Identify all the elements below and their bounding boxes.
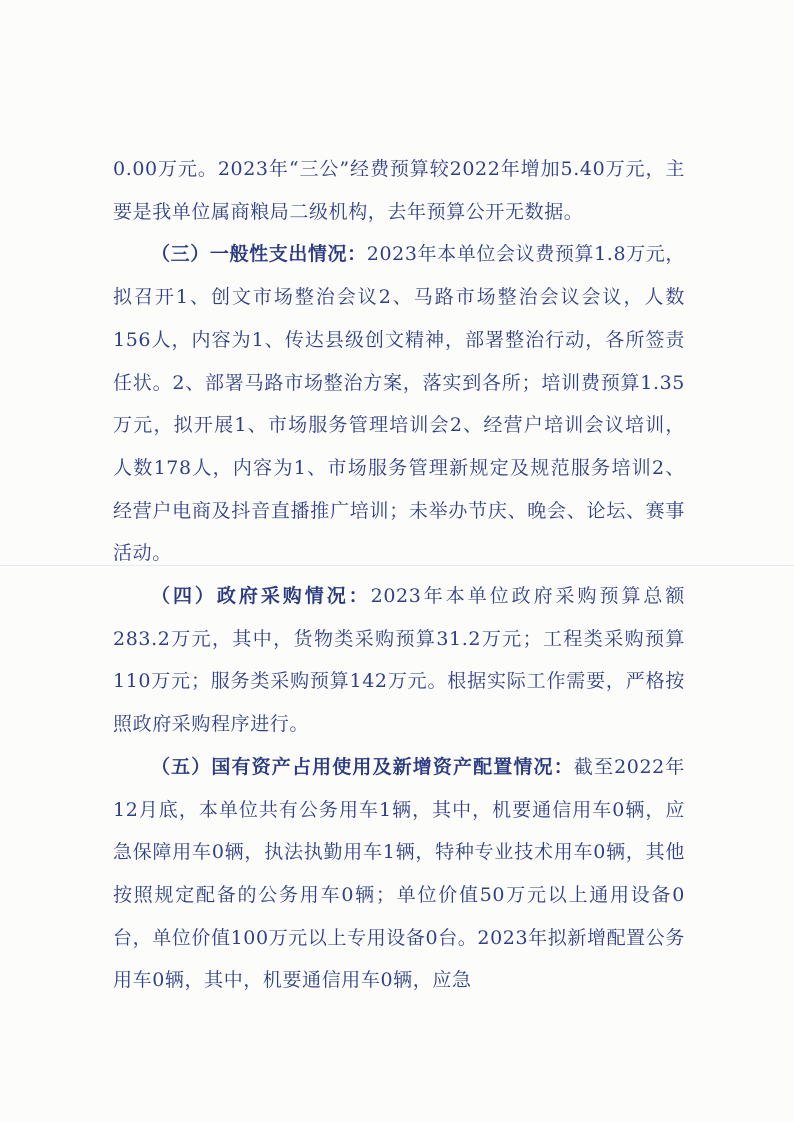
paragraph-text: 截至2022年12月底，本单位共有公务用车1辆，其中，机要通信用车0辆，应急保障用车0辆，执法执勤用车1辆，特种专业技术用车0辆，其他按照规定配备的公务用车0辆；单位价值50万元以上通用设备0台，单位价值100万元以上专用设备0台。2023年拟新增配置公务用车0辆，其中，机要通信用车0辆，应急 [113,755,685,992]
paragraph-text: 2023年本单位政府采购预算总额283.2万元，其中，货物类采购预算31.2万元；工程类采购预算110万元；服务类采购预算142万元。根据实际工作需要，严格按照政府采购程序进行。 [113,585,685,736]
paragraph-state-assets [113,746,685,1002]
paragraph-government-procurement [113,575,685,746]
section-heading-government-procurement: （四）政府采购情况： [151,585,371,608]
paragraph-three-public-expenses [113,148,685,233]
paragraph-text: 0.00万元。2023年“三公”经费预算较2022年增加5.40万元，主要是我单位属商粮局二级机构，去年预算公开无数据。 [113,158,685,223]
paragraph-text: 2023年本单位会议费预算1.8万元，拟召开1、创文市场整治会议2、马路市场整治会议会议，人数156人，内容为1、传达县级创文精神，部署整治行动，各所签责任状。2、部署马路市场整治方案，落实到各所；培训费预算1.35万元，拟开展1、市场服务管理培训会2、经营户培训会议培训，人数178人，内容为1、市场服务管理新规定及规范服务培训2、经营户电商及抖音直播推广培训；未举办节庆、晚会、论坛、赛事活动。 [113,243,685,565]
document-body [113,148,685,1002]
section-heading-state-assets: （五）国有资产占用使用及新增资产配置情况： [151,755,574,778]
paragraph-general-expenditure [113,233,685,575]
section-heading-general-expenditure: （三）一般性支出情况： [151,243,367,266]
